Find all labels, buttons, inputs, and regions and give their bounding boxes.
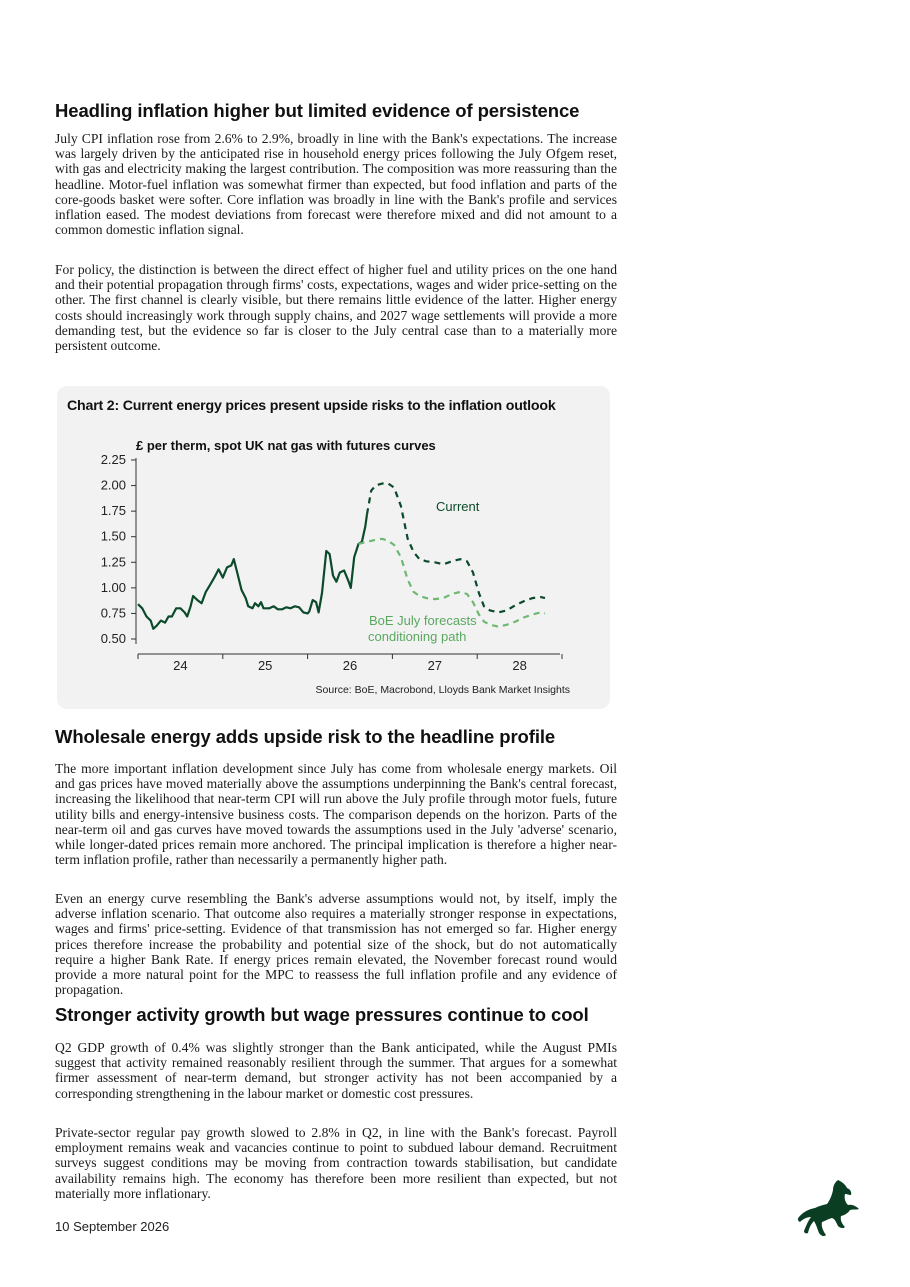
y-tick-label: 2.25 xyxy=(100,452,126,467)
chart-panel xyxy=(57,386,610,709)
section-heading-inflation: Headling inflation higher but limited evidence of persistence xyxy=(55,100,580,121)
paragraph-inflation-1: July CPI inflation rose from 2.6% to 2.9%, broadly in line with the Bank's expectations. The increase was largely driven by the anticipated rise in household energy prices following the July Ofgem reset, with gas and electricity making the largest contribution. The composition was more reassuring than the headline. Motor-fuel inflation was somewhat firmer than expected, but food inflation and parts of the core-goods basket were softer. Core inflation was broadly in line with the Bank's profile and services inflation eased. The modest deviations from forecast were therefore mixed and did not amount to a common domestic inflation signal. xyxy=(55,131,617,238)
annotation-current: Current xyxy=(436,499,480,514)
section-heading-wholesale: Wholesale energy adds upside risk to the headline profile xyxy=(55,726,556,747)
y-tick-label: 1.00 xyxy=(100,579,126,595)
y-tick-label: 0.75 xyxy=(100,605,126,621)
paragraph-activity-1: Q2 GDP growth of 0.4% was slightly stronger than the Bank anticipated, while the August PMIs suggest that activity remained reasonably resilient through the summer. That argues for a somewhat firmer assessment of near-term demand, but stronger activity has not been accompanied by a corresponding strengthening in the labour market or domestic cost pressures. xyxy=(55,1040,617,1101)
y-tick-label: 2.00 xyxy=(100,477,126,493)
annotation-conditioning-path: conditioning path xyxy=(368,629,467,644)
x-tick-label: 25 xyxy=(257,658,273,673)
black-horse-logo xyxy=(792,1178,862,1251)
paragraph-wholesale-1: The more important inflation development since July has come from wholesale energy markets. Oil and gas prices have moved materially above the assumptions underpinning the Bank's central forecast, increasing the likelihood that near-term CPI will run above the July profile through motor fuels, future utility bills and energy-intensive business costs. The comparison depends on the horizon. Parts of the near-term oil and gas curves have moved towards the assumptions used in the July 'adverse' scenario, while longer-dated prices remain more anchored. The principal implication is therefore a higher near-term inflation profile, rather than necessarily a permanently higher path. xyxy=(55,761,617,868)
x-tick-label: 27 xyxy=(427,658,443,673)
y-tick-label: 1.75 xyxy=(100,503,126,519)
y-tick-label: 1.50 xyxy=(100,528,126,544)
section-heading-activity: Stronger activity growth but wage pressures continue to cool xyxy=(55,1004,589,1025)
paragraph-inflation-2: For policy, the distinction is between the direct effect of higher fuel and utility prices on the one hand and their potential propagation through firms' costs, expectations, wages and wider price-setting on the other. The first channel is clearly visible, but there remains little evidence of the latter. Higher energy costs should increasingly work through supply chains, and 2027 wage settlements will provide a more demanding test, but the evidence so far is closer to the July central case than to a materially more persistent outcome. xyxy=(55,262,617,354)
paragraph-wholesale-2: Even an energy curve resembling the Bank's adverse assumptions would not, by itself, imply the adverse inflation scenario. That outcome also requires a materially stronger response in expectations, wages and firms' price-setting. Evidence of that transmission has not emerged so far. Higher energy prices therefore increase the probability and potential size of the shock, but do not automatically require a higher Bank Rate. If energy prices remain elevated, the November forecast round would provide a more natural point for the MPC to reassess the full inflation profile and any evidence of propagation. xyxy=(55,891,617,998)
chart-subtitle: £ per therm, spot UK nat gas with futures curves xyxy=(136,438,436,453)
gas-price-chart xyxy=(57,386,610,709)
publication-date: 10 September 2026 xyxy=(55,1219,170,1234)
x-tick-label: 24 xyxy=(173,658,188,673)
x-tick-label: 26 xyxy=(342,658,358,673)
paragraph-activity-2: Private-sector regular pay growth slowed to 2.8% in Q2, in line with the Bank's forecast. Payroll employment remains weak and vacancies continue to point to subdued labour demand. Recruitment surveys suggest conditions may be moving from contraction towards stabilisation, but candidate availability remains high. The economy has therefore been more resilient than expected, but not materially more inflationary. xyxy=(55,1125,617,1201)
chart-source: Source: BoE, Macrobond, Lloyds Bank Market Insights xyxy=(315,684,570,696)
chart-title: Chart 2: Current energy prices present upside risks to the inflation outlook xyxy=(67,398,556,414)
y-tick-label: 0.50 xyxy=(100,631,126,646)
x-tick-label: 28 xyxy=(512,658,527,673)
annotation-boe-forecast: BoE July forecasts xyxy=(369,613,477,628)
series-line-0 xyxy=(138,514,367,629)
y-tick-label: 1.25 xyxy=(100,554,126,570)
